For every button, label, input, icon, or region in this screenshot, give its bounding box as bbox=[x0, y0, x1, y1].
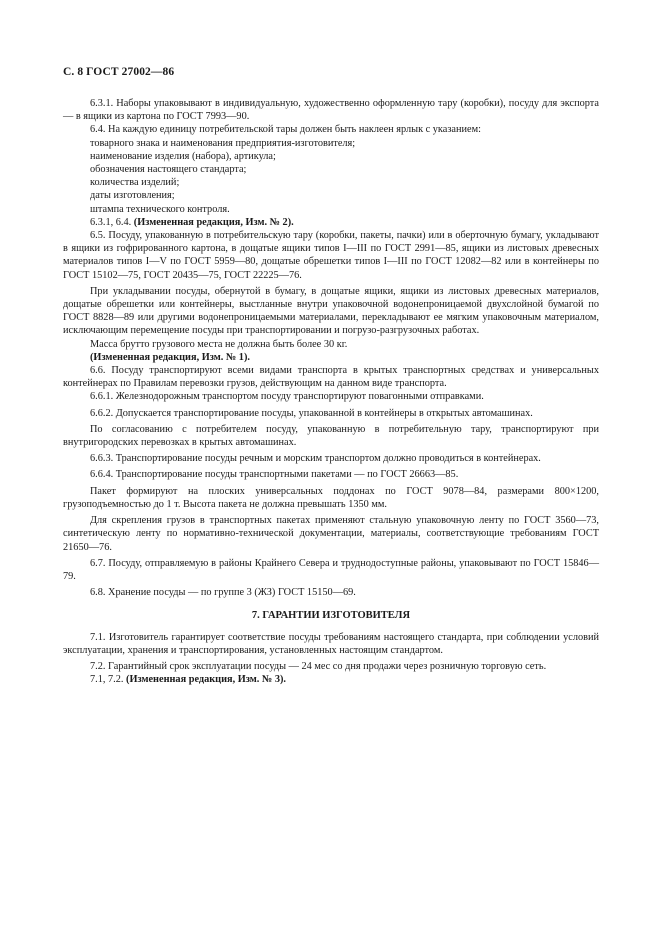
paragraph: По согласованию с потребителем посуду, упакованную в потребительную тару, транспортируют при внутригородских перевозках в крытых автомашинах. bbox=[63, 423, 599, 449]
amendment-note-3 bbox=[63, 673, 599, 686]
section-7-body bbox=[63, 631, 599, 674]
page-header: С. 8 ГОСТ 27002—86 bbox=[63, 66, 175, 78]
amendment-text: (Измененная редакция, Изм. № 3). bbox=[126, 674, 286, 686]
paragraph: 6.6.1. Железнодорожным транспортом посуду транспортируют повагонными отправками. bbox=[90, 391, 484, 403]
paragraph: 6.3.1. Наборы упаковывают в индивидуальную, художественно оформленную тару (коробки), посуду для экспорта — в ящики из картона по ГОСТ 7993—90. bbox=[63, 98, 599, 123]
section-6-part-b bbox=[63, 229, 599, 351]
paragraph: количества изделий; bbox=[90, 177, 180, 189]
paragraph: обозначения настоящего стандарта; bbox=[90, 164, 247, 176]
paragraph: 6.6. Посуду транспортируют всеми видами транспорта в крытых транспортных средствах и универсальных контейнерах по Правилам перевозки грузов, действующим на данном виде транспорта. bbox=[63, 365, 599, 390]
amendment-prefix: 6.3.1, 6.4. bbox=[90, 216, 134, 228]
paragraph: 6.6.2. Допускается транспортирование посуды, упакованной в контейнеры в открытых автомашинах. bbox=[90, 407, 533, 419]
paragraph: даты изготовления; bbox=[90, 190, 175, 202]
paragraph: 6.4. На каждую единицу потребительской тары должен быть наклеен ярлык с указанием: bbox=[90, 124, 481, 136]
document-body bbox=[63, 97, 599, 686]
paragraph: штампа технического контроля. bbox=[90, 203, 230, 215]
amendment-text: (Измененная редакция, Изм. № 2). bbox=[133, 216, 294, 228]
paragraph: Масса брутто грузового места не должна быть более 30 кг. bbox=[90, 338, 348, 350]
amendment-text: (Измененная редакция, Изм. № 1). bbox=[90, 351, 250, 363]
section-6-part-c bbox=[63, 364, 599, 599]
section-6-part-a bbox=[63, 97, 599, 216]
paragraph: 6.6.3. Транспортирование посуды речным и морским транспортом должно проводиться в контейнерах. bbox=[90, 453, 541, 465]
paragraph: Для скрепления грузов в транспортных пакетах применяют стальную упаковочную ленту по ГОСТ 3560—73, синтетическую ленту по нормативно-технической документации, материалы, соответствующие требованиям ГОСТ 21650—76. bbox=[63, 515, 599, 553]
paragraph: 6.5. Посуду, упакованную в потребительскую тару (коробки, пакеты, пачки) или в оберточную бумагу, укладывают в ящики из гофрированного картона, в дощатые ящики типов I—III по ГОСТ 2991—85, ящики из листовых древесных материалов типов I—V по ГОСТ 5959—80, дощатые обрешетки типов I—III по ГОСТ 12082—82 или в контейнеры по ГОСТ 15102—75, ГОСТ 20435—75, ГОСТ 22225—76. bbox=[63, 230, 599, 281]
paragraph: 6.7. Посуду, отправляемую в районы Крайнего Севера и труднодоступные районы, упаковывают по ГОСТ 15846—79. bbox=[63, 557, 599, 582]
section-7-title: 7. ГАРАНТИИ ИЗГОТОВИТЕЛЯ bbox=[251, 610, 411, 622]
amendment-note-1 bbox=[63, 351, 599, 364]
paragraph: При укладывании посуды, обернутой в бумагу, в дощатые ящики, ящики из листовых древесных материалов, дощатые обрешетки или контейнеры, выстланные внутри упаковочной водонепроницаемой двухслойной бумагой по ГОСТ 8828—89 или другими водонепроницаемыми материалами, перекладывают ее мягким упаковочным материалом, исключающим перемещение посуды при транспортировании и погрузо-разгрузочных работах. bbox=[63, 285, 599, 337]
paragraph: Пакет формируют на плоских универсальных поддонах по ГОСТ 9078—84, размерами 800×1200, грузоподъемностью до 1 т. Высота пакета не должна превышать 1350 мм. bbox=[63, 485, 599, 510]
paragraph: товарного знака и наименования предприятия-изготовителя; bbox=[90, 137, 356, 149]
paragraph: 7.1. Изготовитель гарантирует соответствие посуды требованиям настоящего стандарта, при соблюдении условий эксплуатации, хранения и транспортирования, установленных настоящим стандартом. bbox=[63, 631, 599, 656]
paragraph: наименование изделия (набора), артикула; bbox=[90, 150, 276, 162]
amendment-prefix: 7.1, 7.2. bbox=[90, 674, 127, 686]
paragraph: 7.2. Гарантийный срок эксплуатации посуды — 24 мес со дня продажи через розничную торговую сеть. bbox=[90, 660, 547, 672]
paragraph: 6.8. Хранение посуды — по группе 3 (ЖЗ) ГОСТ 15150—69. bbox=[90, 587, 356, 599]
amendment-note-2 bbox=[63, 216, 599, 229]
paragraph: 6.6.4. Транспортирование посуды транспортными пакетами — по ГОСТ 26663—85. bbox=[90, 469, 459, 481]
